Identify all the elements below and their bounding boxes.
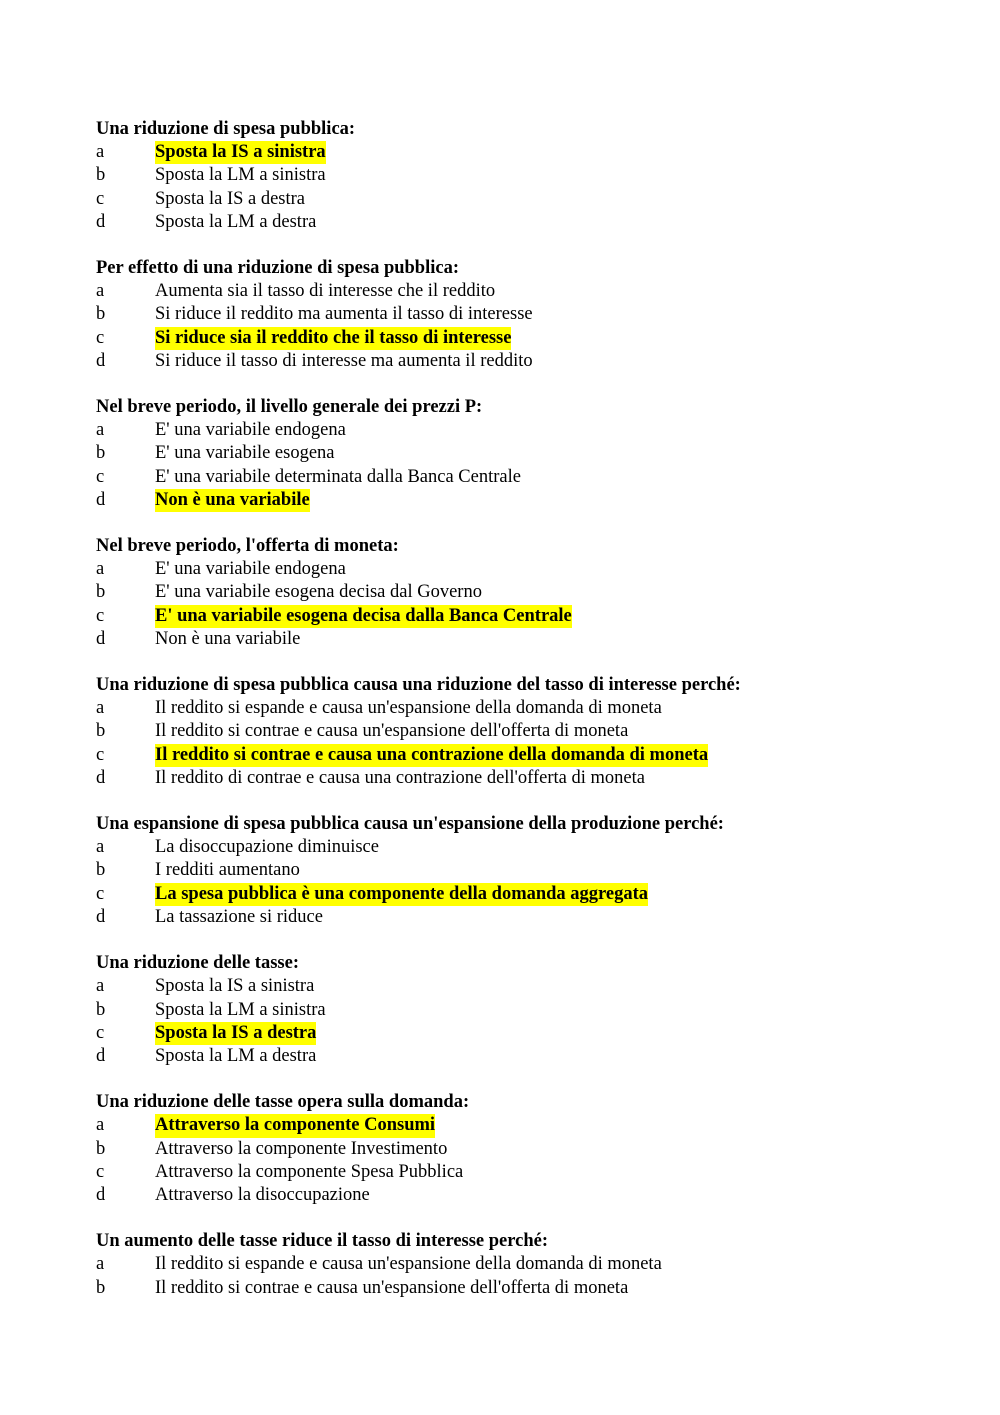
answer-option (96, 836, 956, 859)
document-page (96, 118, 956, 1323)
option-letter: c (96, 744, 105, 765)
question-block (96, 118, 956, 234)
option-text: E' una variabile endogena (155, 559, 346, 580)
option-text: Il reddito di contrae e causa una contrazione dell'offerta di moneta (155, 767, 645, 788)
option-letter: d (96, 1184, 106, 1205)
answer-option (96, 767, 956, 790)
answer-option (96, 1277, 956, 1300)
question-block (96, 1091, 956, 1207)
answer-option (96, 280, 956, 303)
answer-option (96, 1184, 956, 1207)
option-letter: b (96, 582, 106, 603)
option-letter: a (96, 837, 105, 858)
answer-option-correct (96, 1114, 956, 1137)
question-text: Una riduzione delle tasse: (96, 953, 299, 974)
option-text-highlighted: La spesa pubblica è una componente della domanda aggregata (155, 883, 648, 906)
option-text-highlighted: Attraverso la componente Consumi (155, 1114, 435, 1137)
option-text: Sposta la LM a destra (155, 1045, 317, 1066)
option-letter: a (96, 281, 105, 302)
question-text: Una riduzione di spesa pubblica: (96, 119, 356, 139)
answer-option (96, 859, 956, 882)
answer-option (96, 350, 956, 373)
option-letter: b (96, 860, 106, 881)
question-text: Per effetto di una riduzione di spesa pubblica: (96, 258, 459, 279)
option-letter: d (96, 628, 106, 649)
option-letter: c (96, 466, 105, 487)
option-text: I redditi aumentano (155, 860, 300, 881)
question-block (96, 535, 956, 651)
option-text: Sposta la IS a sinistra (155, 976, 315, 997)
answer-option (96, 419, 956, 442)
option-letter: d (96, 1045, 106, 1066)
question-block (96, 674, 956, 790)
option-text: E' una variabile endogena (155, 420, 346, 441)
option-letter: d (96, 211, 106, 232)
answer-option (96, 581, 956, 604)
option-text: Aumenta sia il tasso di interesse che il reddito (155, 281, 496, 302)
option-letter: c (96, 1022, 105, 1043)
option-text: Il reddito si espande e causa un'espansione della domanda di moneta (155, 1254, 662, 1275)
option-letter: b (96, 443, 106, 464)
option-text: Sposta la LM a sinistra (155, 165, 326, 186)
question-block (96, 813, 956, 929)
option-letter: d (96, 489, 106, 510)
answer-option (96, 628, 956, 651)
answer-option-correct (96, 327, 956, 350)
answer-option (96, 442, 956, 465)
answer-option (96, 697, 956, 720)
option-text: Il reddito si contrae e causa un'espansione dell'offerta di moneta (155, 721, 629, 742)
answer-option (96, 164, 956, 187)
answer-option (96, 975, 956, 998)
option-text: Si riduce il tasso di interesse ma aumenta il reddito (155, 350, 533, 371)
answer-option (96, 1138, 956, 1161)
answer-option-correct (96, 883, 956, 906)
option-text-highlighted: E' una variabile esogena decisa dalla Banca Centrale (155, 605, 572, 628)
question-block (96, 952, 956, 1068)
answer-option-correct (96, 141, 956, 164)
answer-option (96, 211, 956, 234)
answer-option-correct (96, 1022, 956, 1045)
option-letter: a (96, 420, 105, 441)
option-letter: b (96, 721, 106, 742)
option-text: Sposta la IS a destra (155, 188, 306, 209)
option-letter: b (96, 1277, 106, 1298)
answer-option-correct (96, 744, 956, 767)
option-text: E' una variabile determinata dalla Banca Centrale (155, 466, 521, 487)
option-letter: c (96, 605, 105, 626)
option-letter: d (96, 767, 106, 788)
option-text: Non è una variabile (155, 628, 301, 649)
option-letter: a (96, 1115, 105, 1136)
option-letter: a (96, 976, 105, 997)
question-block (96, 396, 956, 512)
option-letter: b (96, 165, 106, 186)
answer-option (96, 466, 956, 489)
question-text: Nel breve periodo, l'offerta di moneta: (96, 536, 399, 557)
answer-option (96, 906, 956, 929)
option-text-highlighted: Sposta la IS a sinistra (155, 141, 326, 164)
option-letter: b (96, 304, 106, 325)
option-text: Sposta la LM a sinistra (155, 999, 326, 1020)
option-letter: c (96, 1161, 105, 1182)
question-text: Una riduzione di spesa pubblica causa una riduzione del tasso di interesse perché: (96, 675, 741, 696)
question-text: Un aumento delle tasse riduce il tasso di interesse perché: (96, 1231, 549, 1252)
option-letter: b (96, 999, 106, 1020)
answer-option (96, 558, 956, 581)
option-text-highlighted: Sposta la IS a destra (155, 1022, 316, 1045)
option-text-highlighted: Il reddito si contrae e causa una contrazione della domanda di moneta (155, 744, 708, 767)
answer-option-correct (96, 605, 956, 628)
option-letter: a (96, 142, 105, 163)
question-text: Nel breve periodo, il livello generale dei prezzi P: (96, 397, 483, 418)
option-text: Attraverso la componente Spesa Pubblica (155, 1161, 464, 1182)
answer-option (96, 999, 956, 1022)
option-text: La disoccupazione diminuisce (155, 837, 379, 858)
question-block (96, 1230, 956, 1300)
question-text: Una espansione di spesa pubblica causa un'espansione della produzione perché: (96, 814, 724, 835)
option-letter: a (96, 559, 105, 580)
option-text: Attraverso la componente Investimento (155, 1138, 448, 1159)
answer-option (96, 720, 956, 743)
answer-option-correct (96, 489, 956, 512)
option-text-highlighted: Si riduce sia il reddito che il tasso di interesse (155, 327, 511, 350)
option-letter: c (96, 327, 105, 348)
option-text: E' una variabile esogena (155, 443, 335, 464)
answer-option (96, 1161, 956, 1184)
option-letter: a (96, 1254, 105, 1275)
question-text: Una riduzione delle tasse opera sulla domanda: (96, 1092, 470, 1113)
option-text: E' una variabile esogena decisa dal Governo (155, 582, 482, 603)
option-text: Il reddito si espande e causa un'espansione della domanda di moneta (155, 698, 662, 719)
option-text: Sposta la LM a destra (155, 211, 317, 232)
option-letter: d (96, 906, 106, 927)
answer-option (96, 303, 956, 326)
option-letter: a (96, 698, 105, 719)
question-block (96, 257, 956, 373)
answer-option (96, 1253, 956, 1276)
option-text: Attraverso la disoccupazione (155, 1184, 370, 1205)
option-text: Si riduce il reddito ma aumenta il tasso di interesse (155, 304, 533, 325)
option-letter: d (96, 350, 106, 371)
option-letter: c (96, 883, 105, 904)
option-letter: b (96, 1138, 106, 1159)
option-text-highlighted: Non è una variabile (155, 489, 310, 512)
answer-option (96, 1045, 956, 1068)
option-letter: c (96, 188, 105, 209)
answer-option (96, 188, 956, 211)
option-text: La tassazione si riduce (155, 906, 323, 927)
option-text: Il reddito si contrae e causa un'espansione dell'offerta di moneta (155, 1277, 629, 1298)
